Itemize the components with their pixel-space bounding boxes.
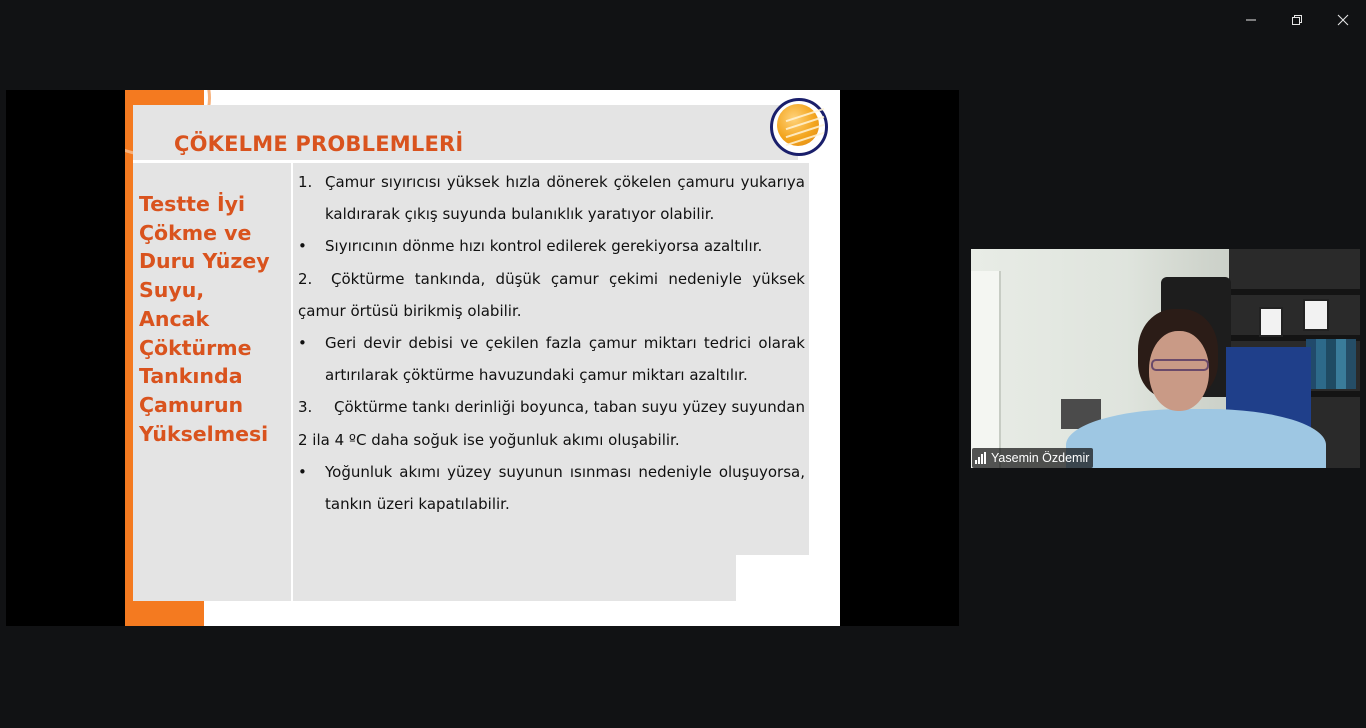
logo-globe-icon <box>777 104 819 146</box>
participant-name-tag <box>972 448 1093 468</box>
window-controls <box>1228 0 1366 40</box>
side-title-line: Duru Yüzey <box>139 249 270 274</box>
signal-strength-icon <box>975 452 986 464</box>
list-item-text: Yoğunluk akımı yüzey suyunun ısınması nedeniyle oluşuyorsa, tankın üzeri kapatılabilir. <box>325 462 805 514</box>
side-title-line: Yükselmesi <box>139 421 269 446</box>
video-person-body <box>1066 409 1326 468</box>
video-person-face <box>1149 331 1209 411</box>
restore-icon <box>1291 14 1303 26</box>
slide-content-list <box>298 166 805 520</box>
side-title-line: Ancak <box>139 306 210 331</box>
video-person-glasses <box>1151 359 1209 371</box>
video-picture-frame <box>1259 307 1283 337</box>
list-item-text: Sıyırıcının dönme hızı kontrol edilerek gerekiyorsa azaltılır. <box>325 237 763 256</box>
list-item <box>298 391 805 455</box>
list-item <box>298 456 805 520</box>
close-button[interactable] <box>1320 0 1366 40</box>
screen-share-area <box>6 90 959 626</box>
video-books <box>1306 339 1356 389</box>
minimize-icon <box>1245 14 1257 26</box>
shelf-board <box>1229 289 1360 295</box>
list-item-marker: 3. <box>298 398 313 417</box>
list-item-marker: • <box>298 237 307 256</box>
video-window-frame <box>971 271 1001 468</box>
side-title-line: Çamurun <box>139 392 244 417</box>
side-title-line: Çöktürme <box>139 335 252 360</box>
list-item-text: Geri devir debisi ve çekilen fazla çamur miktarı tedrici olarak artırılarak çöktürme havuzundaki çamur miktarı azaltılır. <box>325 334 805 385</box>
side-title-line: Testte İyi <box>139 192 246 216</box>
list-item-text: Çöktürme tankı derinliği boyunca, taban suyu yüzey suyundan 2 ila 4 ºC daha soğuk ise yoğunluk akımı oluşabilir. <box>298 398 805 449</box>
list-item-text: Çöktürme tankında, düşük çamur çekimi nedeniyle yüksek çamur örtüsü birikmiş olabilir. <box>298 269 805 320</box>
list-item-marker: 1. <box>298 173 313 191</box>
list-item <box>298 327 805 391</box>
minimize-button[interactable] <box>1228 0 1274 40</box>
participant-video-tile[interactable] <box>971 249 1360 468</box>
list-item <box>298 230 805 262</box>
list-item-marker: • <box>298 334 307 353</box>
side-title-line: Çökme ve <box>139 220 252 245</box>
participant-name: Yasemin Özdemir <box>991 451 1090 465</box>
side-title-line: Suyu, <box>139 278 205 303</box>
slide-title: ÇÖKELME PROBLEMLERİ <box>174 132 464 156</box>
slide-side-title <box>139 190 289 448</box>
presentation-slide <box>125 90 840 626</box>
list-item <box>298 166 805 230</box>
institution-logo <box>770 98 828 156</box>
list-item <box>298 263 805 327</box>
side-title-line: Tankında <box>139 364 243 389</box>
list-item-text: Çamur sıyırıcısı yüksek hızla dönerek çökelen çamuru yukarıya kaldırarak çıkış suyunda bulanıklık yaratıyor olabilir. <box>325 173 805 224</box>
restore-button[interactable] <box>1274 0 1320 40</box>
slide-right-cell-bottom <box>293 555 736 601</box>
list-item-marker: • <box>298 462 307 481</box>
close-icon <box>1337 14 1349 26</box>
list-item-marker: 2. <box>298 269 313 288</box>
video-picture-frame <box>1303 299 1329 331</box>
